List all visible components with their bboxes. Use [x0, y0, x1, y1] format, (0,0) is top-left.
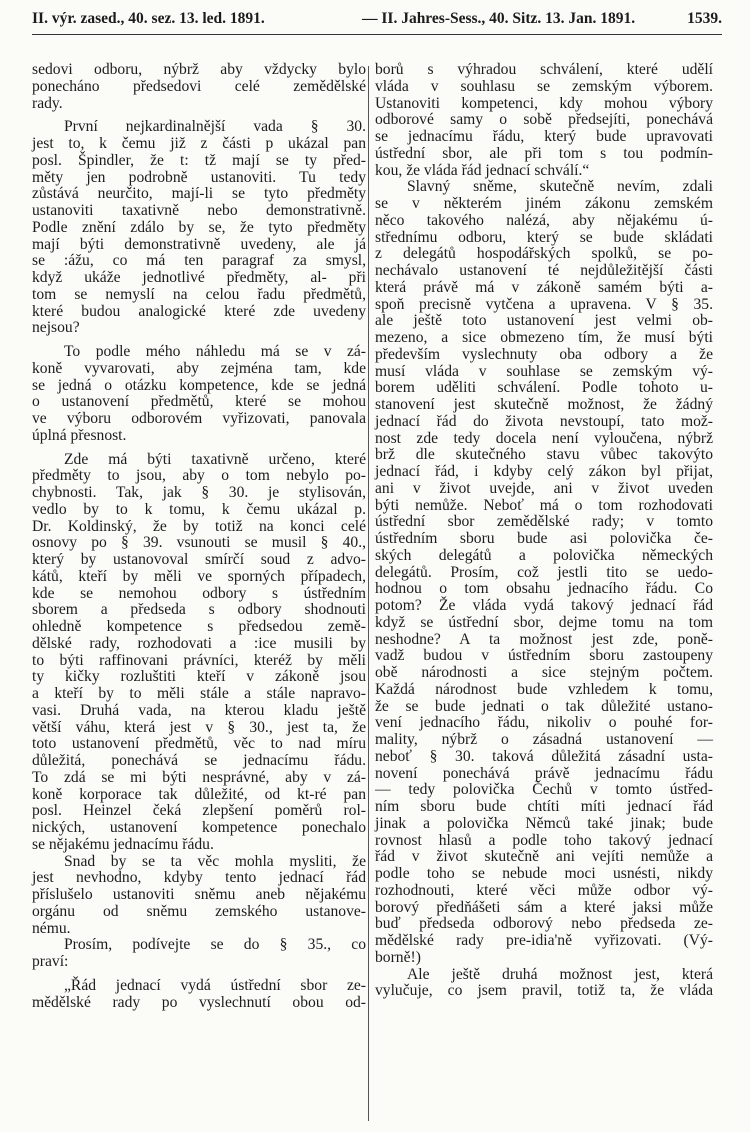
text-line: podle toho se nebude moci usnésti, nikdy: [375, 865, 713, 882]
text-line: mědělské rady po vyslechnutí obou od-: [32, 993, 366, 1011]
text-line: — tedy polovička Čechů v tomto ústřed-: [375, 781, 713, 799]
text-line: rozhodnouti, které věci může odbor vý-: [375, 881, 713, 899]
text-line: ústřední sbor zemědělské rady; v tomto: [375, 513, 713, 531]
text-line: která právě má v zákoně samém býti a-: [375, 278, 713, 296]
right-column: [375, 62, 713, 1000]
text-line: mality, nýbrž o zásadná ustanovení —: [375, 731, 713, 748]
text-line: kde se nemohou odbory s ústředním: [32, 584, 366, 602]
text-line: sborem a předseda s odbory shodnouti: [32, 601, 366, 619]
text-line: jinak a polovička Němců také jinak; bude: [375, 814, 713, 832]
text-line: něco takového nalézá, aby nějakému ú-: [375, 211, 713, 229]
text-line: Prosím, podívejte se do § 35., co: [64, 936, 366, 954]
text-line: vláda v souhlasu se zemským výborem.: [375, 77, 713, 95]
text-line: praví:: [32, 953, 69, 970]
text-line: Dr. Koldinský, že by totiž na konci celé: [32, 517, 366, 535]
text-line: rady.: [32, 94, 63, 112]
text-line: mezeno, a sice obmezeno tím, že musí býti: [375, 329, 713, 346]
header-czech-session: II. výr. zased., 40. sez. 13. led. 1891.: [32, 10, 265, 27]
text-line: ani v život uvejde, ani v život uveden: [375, 479, 713, 497]
text-line: se v některém jiném zákonu zemském: [375, 195, 713, 212]
text-line: Podle znění zdálo by se, že tyto předměty: [32, 218, 366, 236]
text-line: když ukáže jednotlivé předměty, al- při: [32, 269, 366, 286]
text-line: ústředním sboru bude asi polovička če-: [375, 530, 713, 547]
text-line: Ustanoviti kompetenci, kdy mohou výbory: [375, 94, 713, 112]
text-line: vedlo by to k tomu, k čemu ukázal p.: [32, 500, 366, 518]
text-line: dělské rady, rozhodovati a :ice musili by: [32, 634, 366, 652]
page-number: 1539.: [687, 10, 722, 27]
text-line: který by ustanovoval smírčí soud z advo-: [32, 551, 366, 568]
text-line: jednací řád, i kdyby celý zákon byl přijat,: [375, 463, 713, 480]
text-line: se jednacímu řádu, který bude upravovati: [375, 128, 713, 145]
text-line: novení ponechává právě jednacímu řádu: [375, 764, 713, 782]
text-line: větší váhu, která jest v § 30., jest ta, že: [32, 718, 366, 736]
text-line: borem uděliti schválení. Podle tohoto u-: [375, 379, 713, 397]
text-line: ohledně kompetence s předsedou země-: [32, 618, 366, 635]
text-line: když se ústřední sbor, dejme tomu na tom: [375, 613, 713, 631]
text-line: mají býti demonstrativně uvedeny, ale já: [32, 235, 366, 253]
text-line: orgánu od sněmu zemského ustanove-: [32, 902, 366, 920]
text-line: Ale ještě druhá možnost jest, která: [407, 965, 713, 983]
header-german-session: — II. Jahres-Sess., 40. Sitz. 13. Jan. 1891.: [362, 10, 636, 27]
text-line: ale ještě toto ustanovení jest velmi ob-: [375, 312, 713, 330]
text-line: borů s výhradou schválení, které udělí: [375, 61, 713, 78]
text-line: nost zde tedy docela není vyloučena, nýbrž: [375, 429, 713, 447]
text-line: příslušelo ustanoviti sněmu aneb nějakému: [32, 886, 366, 903]
text-line: chybnosti. Tak, jak § 30. je stylisován,: [32, 484, 366, 501]
text-line: rovnost hlasů a podle toho takový jednací: [375, 831, 713, 849]
text-line: že se bude jednati o tak důležité ustano-: [375, 697, 713, 715]
text-line: předměty to jsou, aby o tom nebylo po-: [32, 467, 366, 485]
text-line: ustanoviti taxativně nebo demonstrativně.: [32, 202, 366, 219]
text-line: jest nevhodno, kdyby tento jednací řád: [32, 869, 366, 887]
text-line: vasi. Druhá vada, na kterou kladu ještě: [32, 701, 366, 719]
text-line: sedovi odboru, nýbrž aby vždycky bylo: [32, 61, 366, 78]
text-line: toto ustanovení předmětů, věc to nad míru: [32, 735, 366, 753]
text-line: obě národnosti a sice stejným počtem.: [375, 664, 713, 681]
text-line: posl. Heinzel čeká zlepšení poměrů rol-: [32, 802, 366, 820]
text-line: osnovy po § 39. vsunouti se musil § 40.,: [32, 534, 366, 552]
text-line: koně vyvarovati, aby zejména tam, kde: [32, 359, 366, 377]
text-line: ských delegátů a polovička německých: [375, 546, 713, 564]
page-header: [32, 8, 722, 35]
text-line: Slavný sněme, skutečně nevím, zdali: [407, 178, 713, 196]
column-divider: [368, 66, 369, 1121]
text-line: borový předňášeti sám a které jaksi může: [375, 898, 713, 916]
text-line: nických, ustanovení kompetence ponechalo: [32, 819, 366, 836]
text-line: „Řád jednací vydá ústřední sbor ze-: [64, 976, 366, 994]
text-line: ním sboru bude chtíti míti jednací řád: [375, 798, 713, 815]
text-line: ponecháno předsedovi celé zemědělské: [32, 77, 366, 95]
text-line: kátů, kteří by měli ve sporných případech,: [32, 567, 366, 585]
text-line: Snad by se ta věc mohla mysliti, že: [64, 852, 366, 870]
text-line: hodnou o tom obsahu jednacího řádu. Co: [375, 580, 713, 598]
text-line: úplná přesnost.: [32, 426, 127, 444]
text-line: vadž budou v ústředním sboru zastoupeny: [375, 647, 713, 665]
text-line: nechávalo ustanovení té nejdůležitější části: [375, 262, 713, 279]
text-line: vylučuje, co jsem pravil, totiž ta, že vláda: [375, 982, 713, 1000]
text-line: buď předseda odborový nebo předseda ze-: [375, 915, 713, 933]
text-line: Zde má býti taxativně určeno, které: [64, 450, 366, 468]
text-line: mědělské rady pre-idia'ně vyřizovati. (Vý-: [375, 932, 713, 949]
text-line: které budou analogické které zde uvedeny: [32, 302, 366, 320]
text-line: neboť § 30. taková důležitá zásadní usta-: [375, 747, 713, 765]
text-line: zůstává neurčito, mají-li se tyto předměty: [32, 185, 366, 203]
text-line: to býti raffinovani právníci, kteréž by měli: [32, 651, 366, 669]
text-line: posl. Špindler, že t: tž mají se ty před-: [32, 151, 366, 169]
text-line: důležitá, ponechává se jednacímu řádu.: [32, 752, 366, 769]
text-line: delegátů. Prosím, což jestli tito se uedo-: [375, 563, 713, 581]
text-line: se nějakému jednacímu řádu.: [32, 835, 214, 853]
text-line: se jedná o otázku kompetence, kde se jedná: [32, 376, 366, 394]
text-line: především vyslechnuty oba odbory a že: [375, 345, 713, 363]
text-line: potom? Že vláda vydá takový jednací řád: [375, 597, 713, 614]
text-line: jest to, k čemu již z části p ukázal pan: [32, 135, 366, 152]
text-line: tom se nemyslí na celou řadu předmětů,: [32, 285, 366, 303]
text-line: brž dle skutečného stavu vůbec takovýto: [375, 446, 713, 464]
text-line: borně!): [375, 948, 421, 966]
text-line: kou, že vláda řád jednací schválí.“: [375, 161, 590, 179]
text-line: koně korporace tak důležité, od kt-ré pan: [32, 785, 366, 803]
text-line: neshodne? A ta možnost jest zde, poně-: [375, 630, 713, 648]
text-line: ústřední sbor, ale při tom s tou podmín-: [375, 144, 713, 162]
text-line: jednací řád do života nevstoupí, tato mož-: [375, 412, 713, 430]
text-line: býti nemůže. Neboť má o tom rozhodovati: [375, 496, 713, 514]
text-line: o ustanovení předmětů, které se mohou: [32, 393, 366, 411]
left-column: [32, 62, 366, 1011]
text-line: se :ážu, co má ten paragraf za smysl,: [32, 252, 366, 270]
text-line: ve výboru odborovém vyřizovati, panovala: [32, 410, 366, 427]
text-line: To podle mého náhledu má se v zá-: [64, 343, 366, 360]
text-line: a kteří by to měli stále a stále napravo-: [32, 685, 366, 702]
text-line: nejsou?: [32, 319, 80, 337]
text-line: Každá národnost bude vzhledem k tomu,: [375, 680, 713, 698]
text-line: První nejkardinalnější vada § 30.: [64, 118, 366, 136]
text-line: spoň precisně vytčena a upravena. V § 35.: [375, 295, 713, 313]
text-line: měty jen podrobně ustanoviti. Tu tedy: [32, 168, 366, 186]
text-line: vení jednacího řádu, nikoliv o pouhé for-: [375, 714, 713, 732]
text-line: řád v život skutečně ani vejíti nemůže a: [375, 848, 713, 866]
text-line: z delegátů hospodářských spolků, se po-: [375, 245, 713, 263]
text-line: nému.: [32, 919, 71, 937]
text-line: ty kičky rozluštiti kteří v zákoně jsou: [32, 668, 366, 686]
text-line: odborové samy o sobě předsejíti, ponechává: [375, 111, 713, 129]
text-line: To zdá se mi býti nesprávné, aby v zá-: [32, 768, 366, 786]
text-line: musí vláda v souhlase se zemským vý-: [375, 362, 713, 380]
text-line: střednímu odboru, který se bude skládati: [375, 228, 713, 246]
text-line: stanovení jest skutečně možnost, že žádný: [375, 396, 713, 413]
